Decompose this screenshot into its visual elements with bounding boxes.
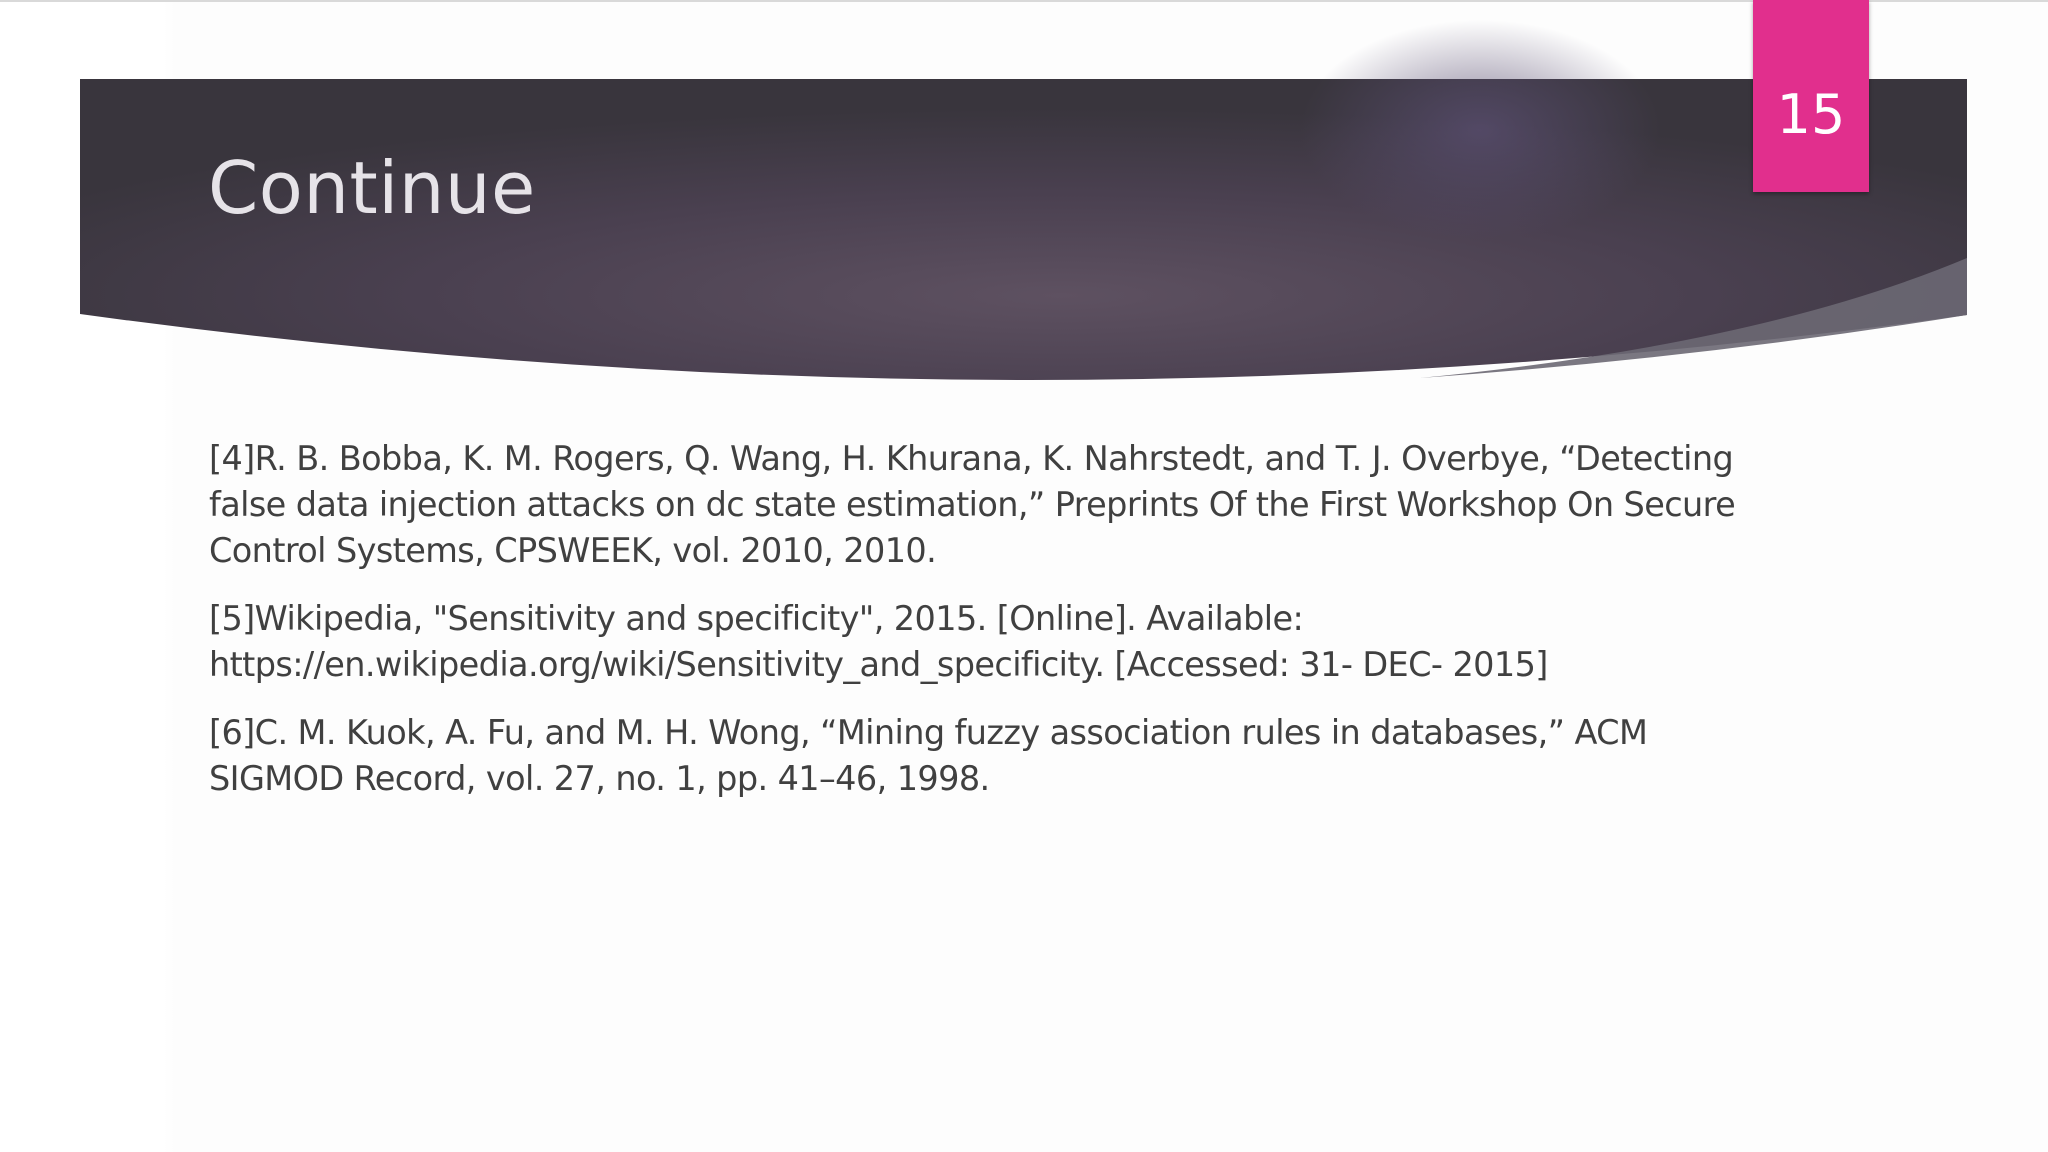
reference-line: [4]R. B. Bobba, K. M. Rogers, Q. Wang, H. Khurana, K. Nahrstedt, and T. J. Overbye, “Detecting bbox=[209, 439, 1734, 478]
reference-line: false data injection attacks on dc state estimation,” Preprints Of the First Workshop On Secure bbox=[209, 485, 1736, 524]
reference-line: [6]C. M. Kuok, A. Fu, and M. H. Wong, “Mining fuzzy association rules in databases,” ACM bbox=[209, 713, 1648, 752]
reference-line: Control Systems, CPSWEEK, vol. 2010, 2010. bbox=[209, 531, 937, 570]
reference-line: SIGMOD Record, vol. 27, no. 1, pp. 41–46, 1998. bbox=[209, 759, 990, 798]
reference-item bbox=[209, 710, 1849, 802]
page-number-tab bbox=[1753, 0, 1869, 192]
page-number: 15 bbox=[1776, 83, 1846, 146]
reference-item bbox=[209, 596, 1849, 688]
reference-list bbox=[209, 436, 1849, 824]
reference-item bbox=[209, 436, 1849, 574]
reference-line: [5]Wikipedia, "Sensitivity and specificity", 2015. [Online]. Available: bbox=[209, 599, 1304, 638]
slide-title: Continue bbox=[208, 146, 536, 230]
reference-line: https://en.wikipedia.org/wiki/Sensitivity_and_specificity. [Accessed: 31- DEC- 2015] bbox=[209, 645, 1548, 684]
